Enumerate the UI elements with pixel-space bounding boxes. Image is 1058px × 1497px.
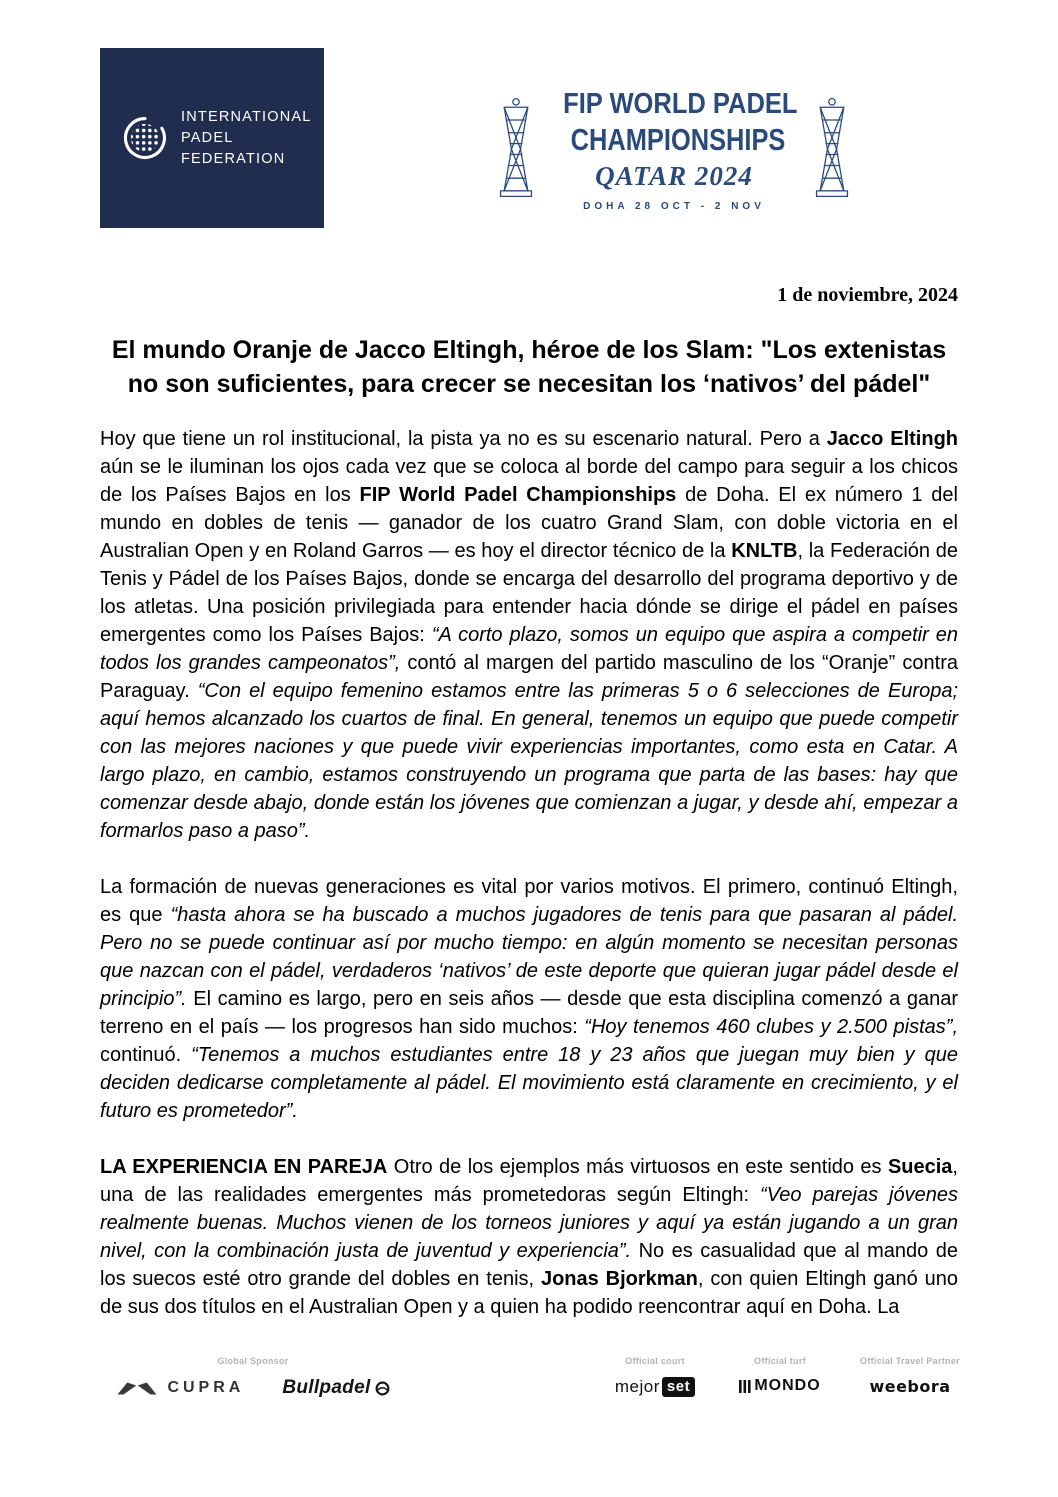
sponsor-label-travel: Official Travel Partner (860, 1356, 960, 1366)
sponsor-label-global: Global Sponsor (217, 1356, 289, 1366)
trophy-icon-left (496, 94, 536, 206)
article-body (100, 425, 958, 1321)
sponsor-group-travel (848, 1356, 972, 1396)
fip-line-qatar: QATAR 2024 (595, 161, 753, 191)
sponsor-group-global (100, 1356, 406, 1399)
ipf-wordmark (181, 107, 312, 170)
fip-line-dates: DOHA 28 OCT - 2 NOV (583, 201, 765, 212)
mondo-bars-icon (739, 1380, 751, 1393)
sponsor-group-court (600, 1356, 710, 1397)
bullpadel-ball-icon (375, 1381, 390, 1396)
ipf-word-international: INTERNATIONAL (181, 108, 312, 125)
sponsor-footer (0, 1356, 1058, 1446)
cupra-wordmark: CUPRA (167, 1379, 245, 1396)
mondo-wordmark: MONDO (754, 1377, 821, 1394)
mejorset-prefix: mejor (614, 1377, 660, 1396)
fip-championships-logo (496, 88, 852, 212)
document-header (0, 0, 1058, 230)
weebora-wordmark: weebora (869, 1377, 951, 1396)
bullpadel-wordmark: Bullpadel (282, 1377, 371, 1398)
cupra-emblem-icon (116, 1381, 158, 1396)
sponsor-logos-global (100, 1377, 406, 1399)
sponsor-label-turf: Official turf (754, 1356, 806, 1366)
date-line: 1 de noviembre, 2024 (777, 284, 958, 306)
fip-wordmark (548, 88, 800, 212)
sponsor-logos-court (600, 1377, 710, 1397)
mondo-logo (739, 1377, 820, 1395)
padel-racket-icon (122, 115, 168, 161)
bullpadel-logo (282, 1377, 389, 1399)
ipf-word-padel: PADEL (181, 129, 234, 146)
trophy-icon-right (812, 94, 852, 206)
fip-line-championships: CHAMPIONSHIPS (570, 122, 786, 157)
sponsor-group-turf (728, 1356, 832, 1395)
ipf-word-federation: FEDERATION (181, 150, 286, 167)
cupra-logo (116, 1379, 244, 1397)
body-paragraph-1: Hoy que tiene un rol institucional, la pista ya no es su escenario natural. Pero a Jacco Eltingh aún se le iluminan los ojos cada vez que se coloca al borde del campo para seguir a los chicos de los Países Bajos en los FIP World Padel Championships de Doha. El ex número 1 del mundo en dobles de tenis — ganador de los cuatro Grand Slam, con doble victoria en el Australian Open y en Roland Garros — es hoy el director técnico de la KNLTB, la Federación de Tenis y Pádel de los Países Bajos, donde se encarga del desarrollo del programa deportivo y de los atletas. Una posición privilegiada para entender hacia dónde se dirige el pádel en países emergentes como los Países Bajos: “A corto plazo, somos un equipo que aspira a competir en todos los grandes campeonatos”, contó al margen del partido masculino de los “Oranje” contra Paraguay. “Con el equipo femenino estamos entre las primeras 5 o 6 selecciones de Europa; aquí hemos alcanzado los cuartos de final. En general, tenemos un equipo que puede competir con las mejores naciones y que puede vivir experiencias importantes, como esta en Catar. A largo plazo, en cambio, estamos construyendo un programa que parta de las bases: hay que comenzar desde abajo, donde están los jóvenes que comienzan a jugar, y desde ahí, empezar a formarlos paso a paso”. (100, 428, 959, 842)
sponsor-logos-travel (848, 1377, 972, 1396)
body-paragraph-2: La formación de nuevas generaciones es vital por varios motivos. El primero, continuó Eltingh, es que “hasta ahora se ha buscado a muchos jugadores de tenis para que pasaran al pádel. Pero no se puede continuar así por mucho tiempo: en algún momento se necesitan personas que nazcan con el pádel, verdaderos ‘nativos’ de este deporte que quieran jugar pádel desde el principio”. El camino es largo, pero en seis años — desde que esta disciplina comenzó a ganar terreno en el país — los progresos han sido muchos: “Hoy tenemos 460 clubes y 2.500 pistas”, continuó. “Tenemos a muchos estudiantes entre 18 y 23 años que juegan muy bien y que deciden dedicarse completamente al pádel. El movimiento está claramente en crecimiento, y el futuro es prometedor”. (100, 876, 958, 1122)
mejorset-suffix: set (662, 1377, 695, 1397)
sponsor-label-court: Official court (625, 1356, 685, 1366)
sponsor-logos-turf (728, 1377, 832, 1395)
fip-line-world-padel: FIP WORLD PADEL (563, 88, 798, 120)
article-title: El mundo Oranje de Jacco Eltingh, héroe de los Slam: "Los extenistas no son suficientes, para crecer se necesitan los ‘nativos’ del pádel" (111, 336, 947, 398)
ipf-logo (100, 48, 324, 228)
mejorset-logo (615, 1377, 695, 1397)
body-paragraph-3: LA EXPERIENCIA EN PAREJA Otro de los ejemplos más virtuosos en este sentido es Suecia, una de las realidades emergentes más prometedoras según Eltingh: “Veo parejas jóvenes realmente buenas. Muchos vienen de los torneos juniores y aquí ya están jugando a un gran nivel, con la combinación justa de juventud y experiencia”. No es casualidad que al mando de los suecos esté otro grande del dobles en tenis, Jonas Bjorkman, con quien Eltingh ganó uno de sus dos títulos en el Australian Open y a quien ha podido reencontrar aquí en Doha. La (100, 1156, 958, 1318)
